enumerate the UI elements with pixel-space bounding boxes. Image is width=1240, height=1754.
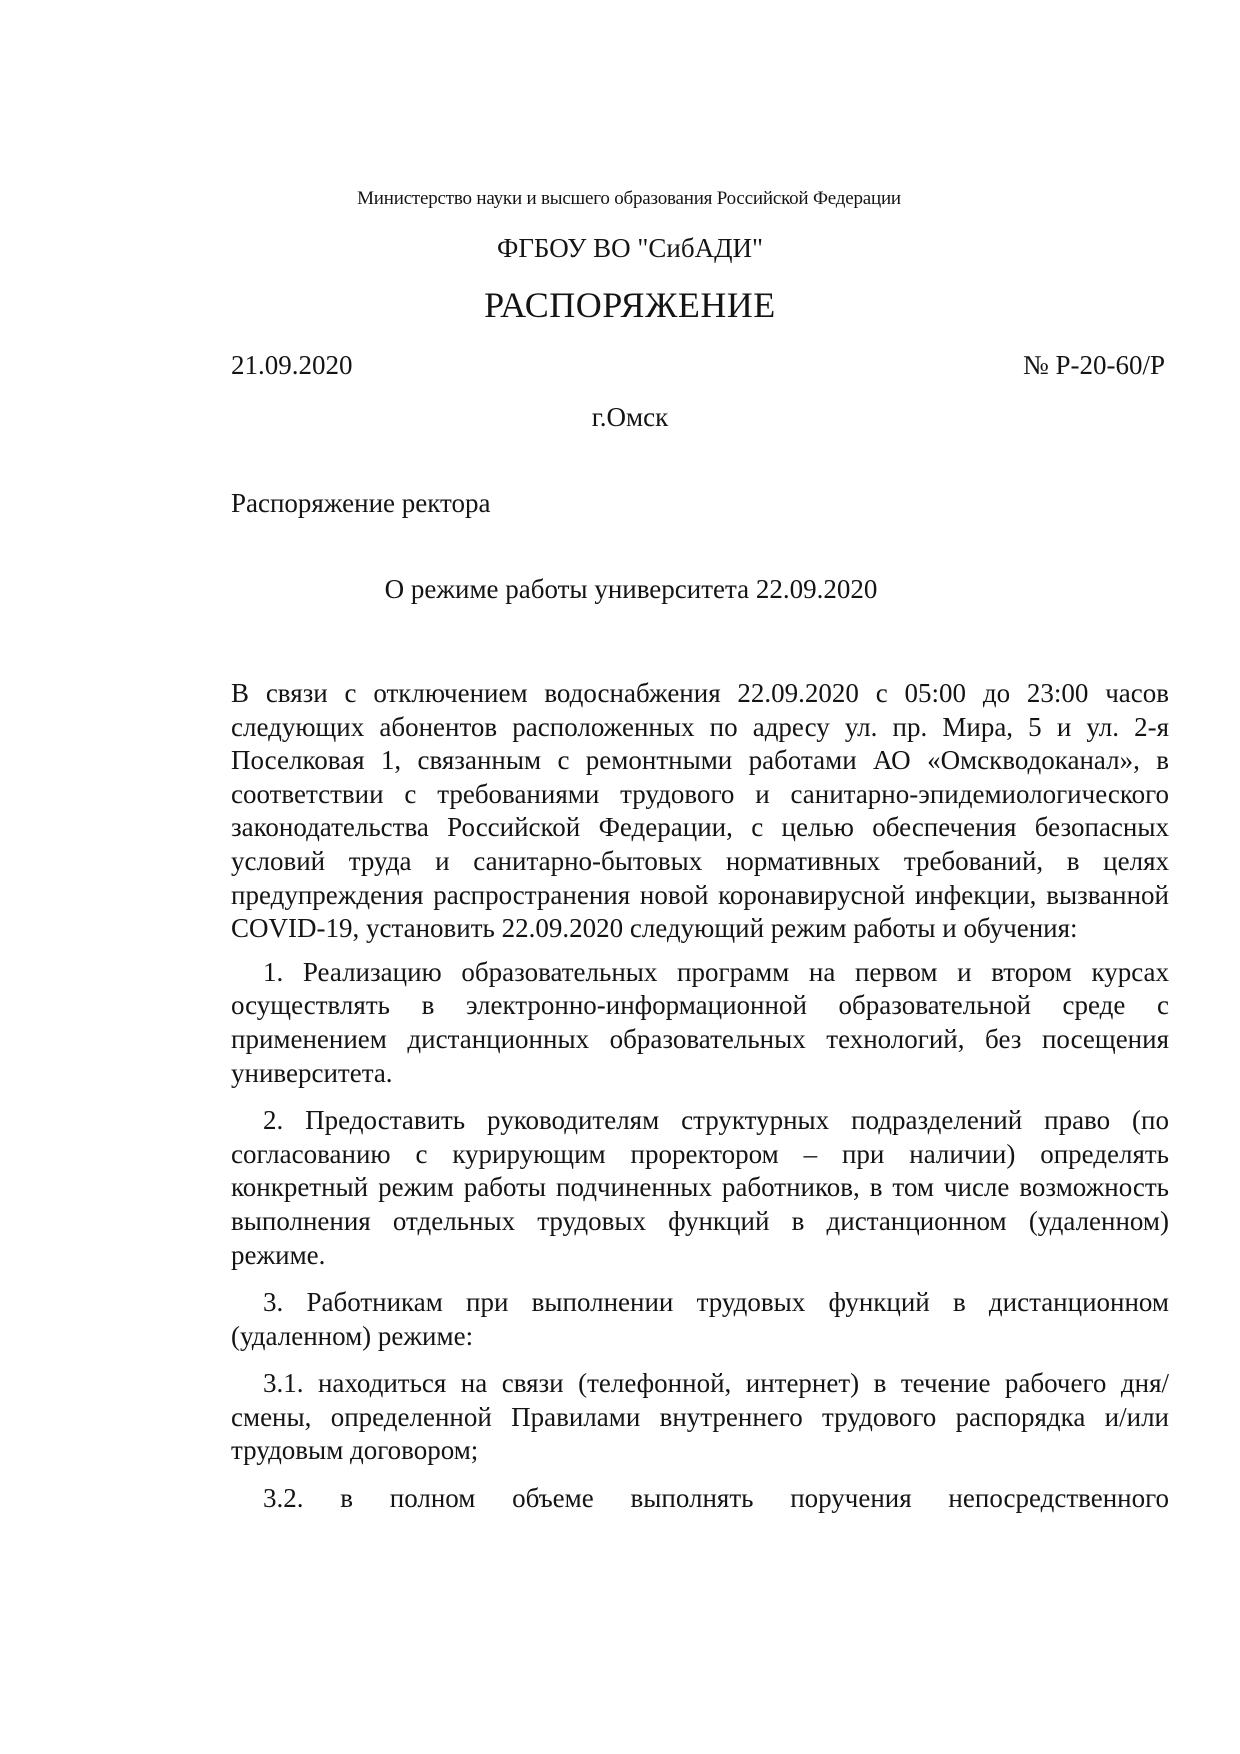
item-3-2-paragraph: 3.2. в полном объеме выполнять поручения непосредственного — [263, 1483, 1169, 1514]
item-2-paragraph: 2. Предоставить руководителям структурных подразделений право (по согласованию с курирующим проректором – при наличии) определять конкретный режим работы подчиненных работников, в том числе возможность выполнения отдельных трудовых функций в дистанционном (удаленном) режиме. — [231, 1105, 1169, 1270]
document-type-title: РАСПОРЯЖЕНИЕ — [484, 285, 776, 325]
document-subject: О режиме работы университета 22.09.2020 — [384, 574, 878, 604]
document-date: 21.09.2020 — [231, 350, 353, 380]
document-city: г.Омск — [591, 402, 669, 432]
document-number: № Р-20-60/Р — [1022, 350, 1165, 380]
document-kind: Распоряжение ректора — [231, 488, 491, 518]
organization-name: ФГБОУ ВО "СибАДИ" — [496, 233, 764, 263]
item-3-1-paragraph: 3.1. находиться на связи (телефонной, интернет) в течение рабочего дня/смены, определенной Правилами внутреннего трудового распорядка и/или трудовым договором; — [231, 1368, 1169, 1466]
document-body — [231, 677, 1169, 1530]
item-3-paragraph: 3. Работникам при выполнении трудовых функций в дистанционном (удаленном) режиме: — [231, 1287, 1169, 1351]
item-1-paragraph: 1. Реализацию образовательных программ на первом и втором курсах осуществлять в электронно-информационной образовательной среде с применением дистанционных образовательных технологий, без посещения университета. — [231, 956, 1169, 1088]
ministry-name: Министерство науки и высшего образования Российской Федерации — [357, 188, 901, 209]
intro-paragraph: В связи с отключением водоснабжения 22.09.2020 с 05:00 до 23:00 часов следующих абонентов расположенных по адресу ул. пр. Мира, 5 и ул. 2-я Поселковая 1, связанным с ремонтными работами АО «Омскводоканал», в соответствии с требованиями трудового и санитарно-эпидемиологического законодательства Российской Федерации, с целью обеспечения безопасных условий труда и санитарно-бытовых нормативных требований, в целях предупреждения распространения новой коронавирусной инфекции, вызванной COVID-19, установить 22.09.2020 следующий режим работы и обучения: — [231, 678, 1169, 944]
